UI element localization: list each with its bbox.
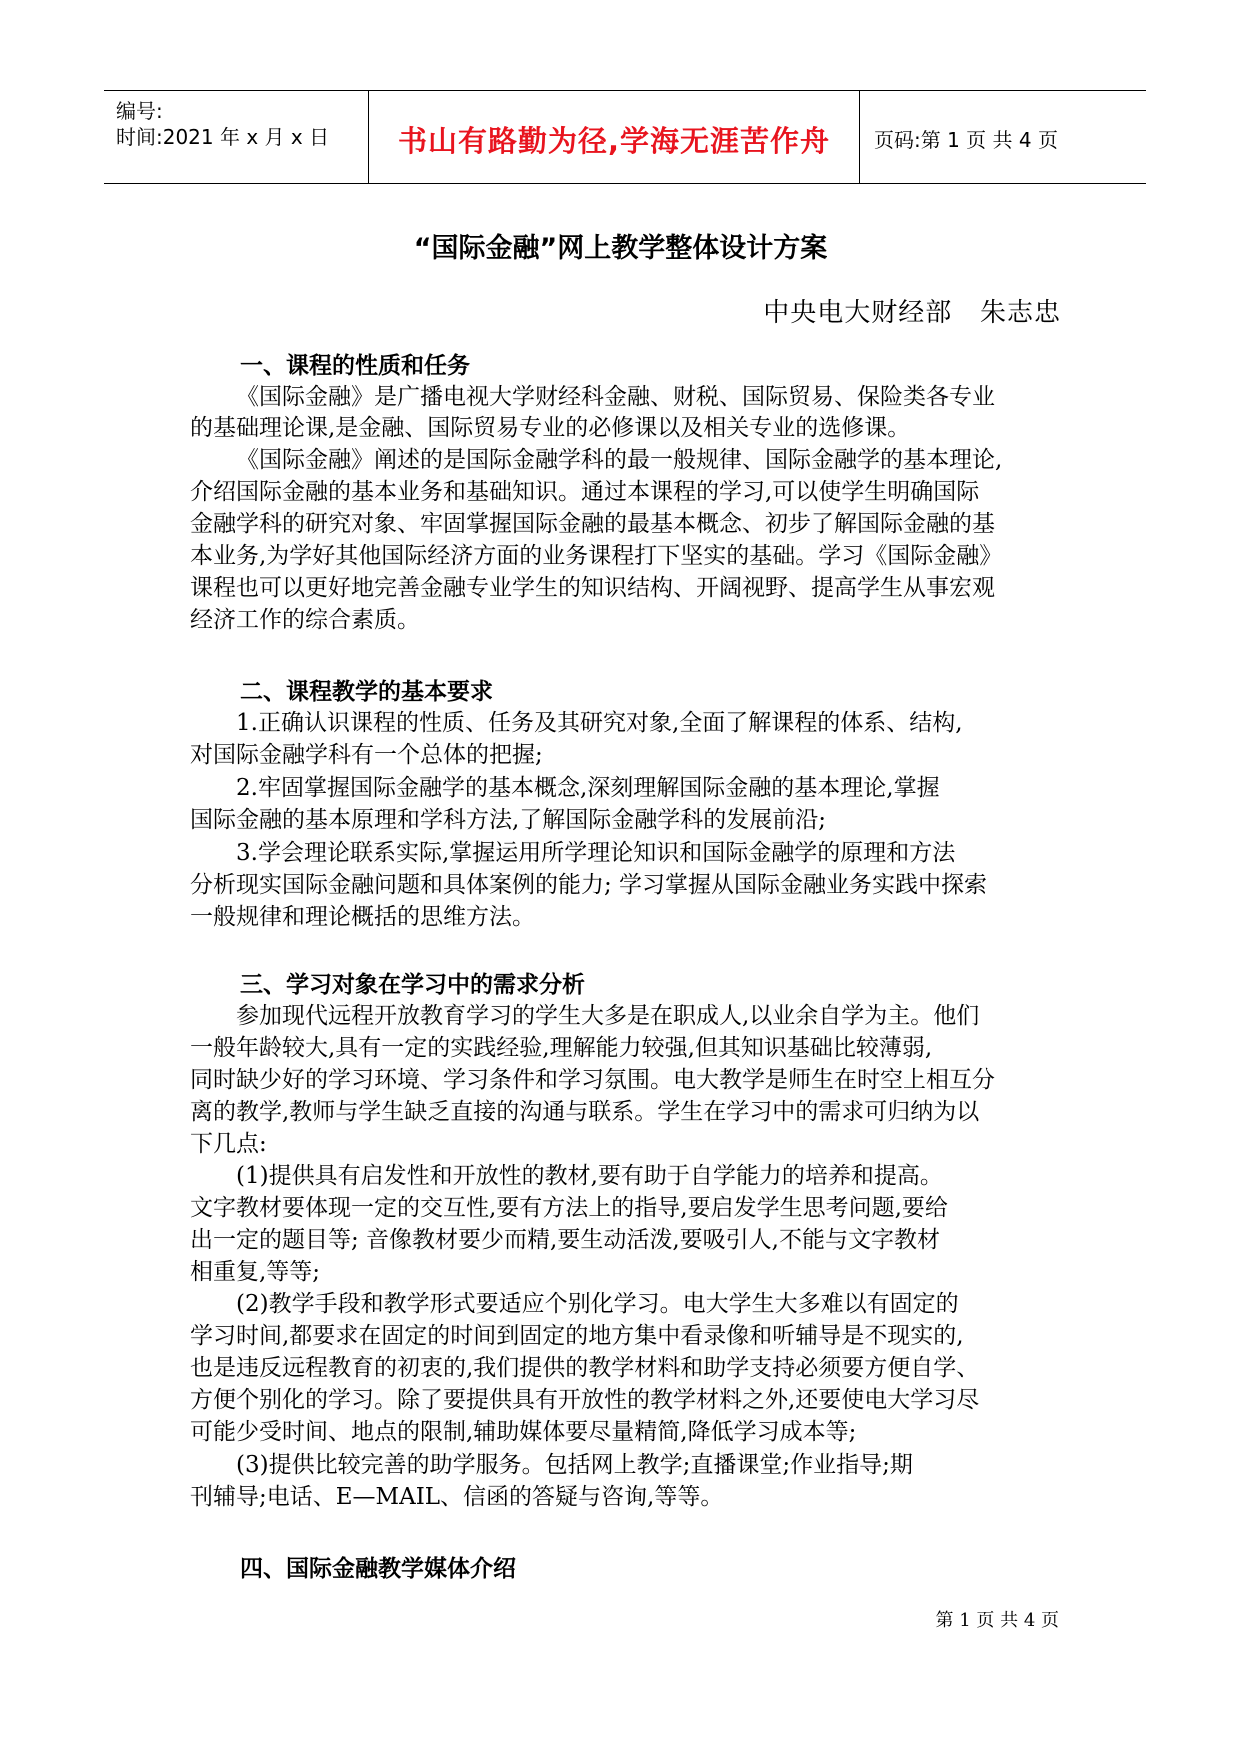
paragraph-line: (1)提供具有启发性和开放性的教材,要有助于自学能力的培养和提高。 [236,1163,943,1189]
paragraph-line: (3)提供比较完善的助学服务。包括网上教学;直播课堂;作业指导;期 [236,1452,913,1478]
paragraph-line: 国际金融的基本原理和学科方法,了解国际金融学科的发展前沿; [190,807,827,833]
paragraph-line: 出一定的题目等; 音像教材要少而精,要生动活泼,要吸引人,不能与文字教材 [190,1227,940,1253]
author-line: 中央电大财经部 朱志忠 [763,298,1061,328]
paragraph-line: 金融学科的研究对象、牢固掌握国际金融的最基本概念、初步了解国际金融的基 [190,511,995,537]
paragraph-line: 刊辅导;电话、E—MAIL、信函的答疑与咨询,等等。 [190,1484,724,1510]
section-heading-4: 四、国际金融教学媒体介绍 [240,1556,516,1582]
header-page-cell [860,91,1146,183]
document-title: “国际金融”网上教学整体设计方案 [413,233,828,264]
paragraph-line: 经济工作的综合素质。 [190,607,420,633]
paragraph-line: 对国际金融学科有一个总体的把握; [190,742,543,768]
page-code: 页码:第 1 页 共 4 页 [874,128,1058,152]
paragraph-line: 本业务,为学好其他国际经济方面的业务课程打下坚实的基础。学习《国际金融》 [190,543,1003,569]
paragraph-line: 文字教材要体现一定的交互性,要有方法上的指导,要启发学生思考问题,要给 [190,1195,948,1221]
paragraph-line: 《国际金融》阐述的是国际金融学科的最一般规律、国际金融学的基本理论, [236,447,1003,473]
section-heading-2: 二、课程教学的基本要求 [240,679,493,705]
paragraph-line: 下几点: [190,1131,267,1157]
paragraph-line: 相重复,等等; [190,1259,321,1285]
paragraph-line: 分析现实国际金融问题和具体案例的能力; 学习掌握从国际金融业务实践中探索 [190,872,988,898]
header-motto-cell [368,91,860,183]
paragraph-line: 一般规律和理论概括的思维方法。 [190,904,535,930]
paragraph-line: 课程也可以更好地完善金融专业学生的知识结构、开阔视野、提高学生从事宏观 [190,575,995,601]
section-heading-3: 三、学习对象在学习中的需求分析 [240,972,585,998]
paragraph-line: 学习时间,都要求在固定的时间到固定的地方集中看录像和听辅导是不现实的, [190,1323,964,1349]
paragraph-line: 方便个别化的学习。除了要提供具有开放性的教学材料之外,还要使电大学习尽 [190,1387,980,1413]
page-footer: 第 1 页 共 4 页 [935,1610,1059,1631]
time-label: 时间:2021 年 x 月 x 日 [116,125,330,149]
number-label: 编号: [116,99,163,123]
paragraph-line: (2)教学手段和教学形式要适应个别化学习。电大学生大多难以有固定的 [236,1291,959,1317]
paragraph-line: 参加现代远程开放教育学习的学生大多是在职成人,以业余自学为主。他们 [236,1003,980,1029]
paragraph-line: 也是违反远程教育的初衷的,我们提供的教学材料和助学支持必须要方便自学、 [190,1355,980,1381]
motto: 书山有路勤为径,学海无涯苦作舟 [397,124,831,158]
section-heading-1: 一、课程的性质和任务 [240,353,470,379]
paragraph-line: 离的教学,教师与学生缺乏直接的沟通与联系。学生在学习中的需求可归纳为以 [190,1099,980,1125]
paragraph-line: 介绍国际金融的基本业务和基础知识。通过本课程的学习,可以使学生明确国际 [190,479,980,505]
paragraph-line: 同时缺少好的学习环境、学习条件和学习氛围。电大教学是师生在时空上相互分 [190,1067,995,1093]
paragraph-line: 《国际金融》是广播电视大学财经科金融、财税、国际贸易、保险类各专业 [236,384,995,410]
paragraph-line: 2.牢固掌握国际金融学的基本概念,深刻理解国际金融的基本理论,掌握 [236,775,940,801]
paragraph-line: 3.学会理论联系实际,掌握运用所学理论知识和国际金融学的原理和方法 [236,840,956,866]
paragraph-line: 一般年龄较大,具有一定的实践经验,理解能力较强,但其知识基础比较薄弱, [190,1035,933,1061]
paragraph-line: 可能少受时间、地点的限制,辅助媒体要尽量精简,降低学习成本等; [190,1419,857,1445]
header-meta [104,91,368,183]
document-header [104,90,1146,184]
paragraph-line: 的基础理论课,是金融、国际贸易专业的必修课以及相关专业的选修课。 [190,415,911,441]
paragraph-line: 1.正确认识课程的性质、任务及其研究对象,全面了解课程的体系、结构, [236,710,963,736]
